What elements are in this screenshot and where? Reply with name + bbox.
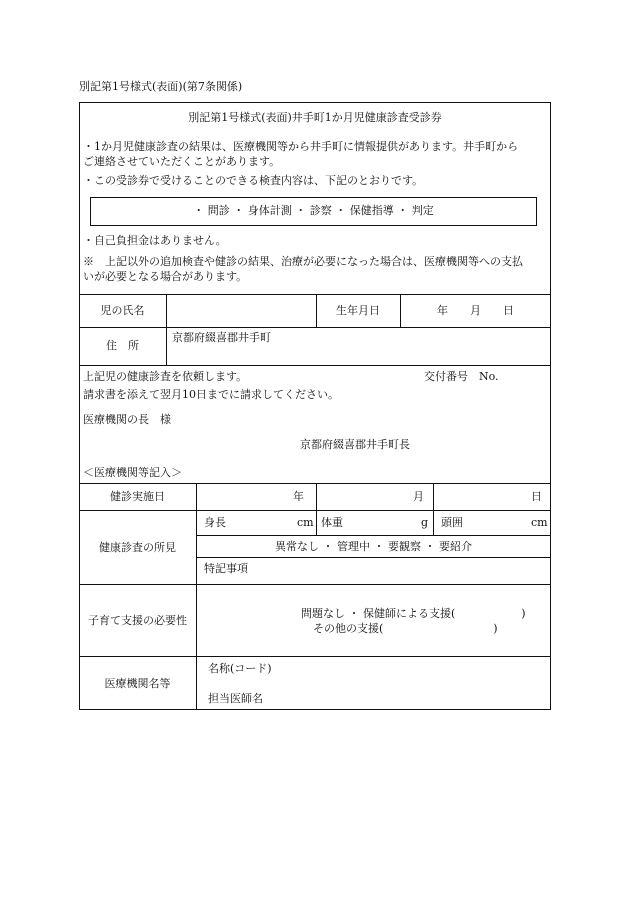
result-options: 異常なし ・ 管理中 ・ 要観察 ・ 要紹介: [275, 540, 472, 553]
head-circumference-unit: cm: [531, 516, 548, 529]
divider-notes: [79, 294, 551, 295]
divider-label-col-bottom: [196, 483, 197, 710]
support-option-1: 問題なし ・ 保健師による支援( ): [301, 607, 526, 620]
coupon-title: 別記第1号様式(表面)井手町1か月児健康診査受診券: [188, 111, 442, 124]
dob-label: 生年月日: [336, 304, 380, 317]
divider-date-row: [79, 510, 551, 511]
dob-value: 年 月 日: [437, 304, 514, 317]
divider-support: [79, 656, 551, 657]
divider-results: [196, 557, 551, 558]
issuer: 京都府綴喜郡井手町長: [300, 438, 410, 451]
billing-instruction: 請求書を添えて翌月10日までに請求してください。: [83, 388, 339, 401]
divider-address-row: [79, 365, 551, 366]
exam-date-year: 年: [293, 490, 304, 503]
address-value: 京都府綴喜郡井手町: [172, 331, 271, 344]
note-additional-cost-1: ※ 上記以外の追加検査や健診の結果、治療が必要になった場合は、医療機関等への支払: [83, 255, 523, 268]
divider-measurements: [196, 535, 551, 536]
note-info-sharing-1: ・1か月児健康診査の結果は、医療機関等から井手町に情報提供があります。井手町から: [83, 140, 519, 153]
child-name-label: 児の氏名: [100, 304, 145, 317]
institution-section-label: ＜医療機関等記入＞: [83, 466, 182, 479]
doctor-name-label: 担当医師名: [208, 692, 263, 705]
weight-label: 体重: [321, 516, 343, 529]
note-no-fee: ・自己負担金はありません。: [83, 234, 227, 247]
weight-unit: g: [421, 516, 429, 529]
height-unit: cm: [297, 516, 314, 529]
height-label: 身長: [204, 516, 226, 529]
form-reference: 別記第1号様式(表面)(第7条関係): [79, 80, 243, 93]
divider-month-day: [433, 483, 434, 535]
support-need-label: 子育て支援の必要性: [88, 614, 187, 627]
exam-date-month: 月: [413, 490, 424, 503]
support-option-2: その他の支援( ): [313, 622, 498, 635]
exam-items-box: ・ 問診 ・ 身体計測 ・ 診察 ・ 保健指導 ・ 判定: [90, 197, 537, 226]
note-exam-scope: ・この受診券で受けることのできる検査内容は、下記のとおりです。: [83, 174, 424, 187]
divider-name-row: [79, 327, 551, 328]
addressee: 医療機関の長 様: [83, 413, 171, 426]
special-notes-label: 特記事項: [204, 562, 248, 575]
head-circumference-label: 頭囲: [441, 516, 463, 529]
divider-findings: [79, 584, 551, 585]
institution-name-label: 名称(コード): [208, 662, 272, 675]
note-info-sharing-2: ご連絡させていただくことがあります。: [83, 155, 281, 168]
divider-request: [79, 483, 551, 484]
findings-label: 健康診査の所見: [99, 541, 176, 554]
exam-date-label: 健診実施日: [110, 490, 165, 503]
note-additional-cost-2: いが必要となる場合があります。: [83, 270, 248, 283]
address-label: 住 所: [106, 339, 139, 352]
divider-label-col-top: [166, 294, 167, 365]
exam-date-day: 日: [531, 490, 542, 503]
ticket-number-label: 交付番号 No.: [424, 370, 499, 383]
institution-label: 医療機関名等: [104, 677, 171, 690]
divider-year-month: [316, 483, 317, 535]
request-text: 上記児の健康診査を依頼します。: [83, 370, 248, 383]
